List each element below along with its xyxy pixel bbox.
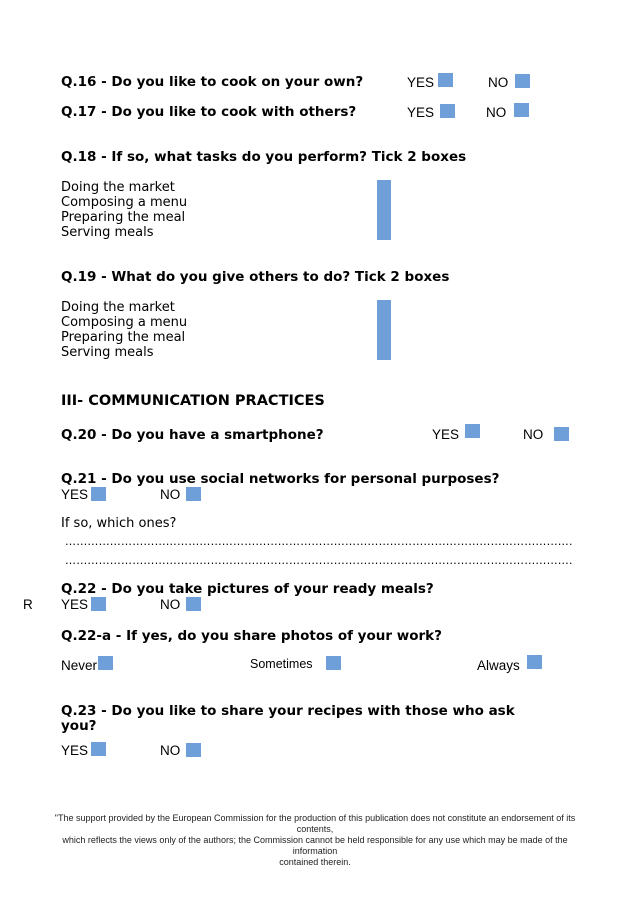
question-17: Q.17 - Do you like to cook with others? — [61, 104, 357, 120]
q19-option-1-checkbox[interactable] — [377, 300, 391, 316]
question-19: Q.19 - What do you give others to do? Tick 2 boxes — [61, 269, 450, 285]
q17-no-label: NO — [486, 105, 507, 120]
q18-option-3: Preparing the meal — [61, 210, 186, 225]
question-22: Q.22 - Do you take pictures of your ready meals? — [61, 581, 434, 597]
q16-no-checkbox[interactable] — [515, 74, 530, 88]
q21-yes-checkbox[interactable] — [91, 487, 106, 501]
q19-option-3: Preparing the meal — [61, 330, 186, 345]
q18-option-1-checkbox[interactable] — [377, 180, 391, 196]
q22a-sometimes-checkbox[interactable] — [326, 656, 341, 670]
q22a-never-label: Never — [61, 658, 98, 673]
q17-yes-checkbox[interactable] — [440, 104, 455, 118]
question-22a: Q.22-a - If yes, do you share photos of your work? — [61, 628, 442, 644]
q18-option-2: Composing a menu — [61, 195, 188, 210]
margin-mark: R — [23, 597, 33, 612]
q21-answer-line-2[interactable]: ………………………………………………………………………………………………………………………. — [65, 554, 573, 567]
q19-option-3-checkbox[interactable] — [377, 330, 391, 346]
question-23-line-1: Q.23 - Do you like to share your recipes with those who ask — [61, 703, 515, 719]
q20-no-label: NO — [523, 427, 544, 442]
q19-option-2-checkbox[interactable] — [377, 315, 391, 331]
disclaimer-footer — [40, 813, 590, 868]
q21-no-checkbox[interactable] — [186, 487, 201, 501]
section-title: III- COMMUNICATION PRACTICES — [61, 393, 325, 409]
q18-option-2-checkbox[interactable] — [377, 195, 391, 211]
q16-yes-label: YES — [407, 75, 435, 90]
q18-option-3-checkbox[interactable] — [377, 210, 391, 226]
footer-line-1: "The support provided by the European Commission for the production of this publication does not constitute an endorsement of its contents, — [54, 813, 576, 834]
q18-option-4-checkbox[interactable] — [377, 225, 391, 241]
question-16: Q.16 - Do you like to cook on your own? — [61, 74, 364, 90]
q22a-always-label: Always — [477, 658, 520, 673]
q18-option-1: Doing the market — [61, 180, 175, 195]
q19-option-4-checkbox[interactable] — [377, 345, 391, 361]
question-21: Q.21 - Do you use social networks for personal purposes? — [61, 471, 500, 487]
q19-option-4: Serving meals — [61, 345, 154, 360]
question-20: Q.20 - Do you have a smartphone? — [61, 427, 324, 443]
q22a-sometimes-label: Sometimes — [250, 657, 313, 671]
q19-option-1: Doing the market — [61, 300, 175, 315]
q16-no-label: NO — [488, 75, 509, 90]
q16-yes-checkbox[interactable] — [438, 73, 453, 87]
q21-followup: If so, which ones? — [61, 516, 177, 531]
q23-no-label: NO — [160, 743, 181, 758]
q18-option-4: Serving meals — [61, 225, 154, 240]
q21-answer-line-1[interactable]: ………………………………………………………………………………………………………………………. — [65, 535, 573, 548]
q23-yes-checkbox[interactable] — [91, 742, 106, 756]
q22-yes-label: YES — [61, 597, 89, 612]
q21-yes-label: YES — [61, 487, 89, 502]
q23-yes-label: YES — [61, 743, 89, 758]
q23-no-checkbox[interactable] — [186, 743, 201, 757]
q17-yes-label: YES — [407, 105, 435, 120]
q20-no-checkbox[interactable] — [554, 427, 569, 441]
q21-no-label: NO — [160, 487, 181, 502]
q22-no-label: NO — [160, 597, 181, 612]
footer-line-2: which reflects the views only of the authors; the Commission cannot be held responsible for any use which may be made of the information — [62, 835, 568, 856]
q22-yes-checkbox[interactable] — [91, 597, 106, 611]
question-18: Q.18 - If so, what tasks do you perform? Tick 2 boxes — [61, 149, 467, 165]
q20-yes-label: YES — [432, 427, 460, 442]
footer-line-3: contained therein. — [279, 857, 351, 867]
q22a-never-checkbox[interactable] — [98, 656, 113, 670]
q17-no-checkbox[interactable] — [514, 103, 529, 117]
q22a-always-checkbox[interactable] — [527, 655, 542, 669]
q20-yes-checkbox[interactable] — [465, 424, 480, 438]
question-23-line-2: you? — [61, 718, 97, 734]
q22-no-checkbox[interactable] — [186, 597, 201, 611]
q19-option-2: Composing a menu — [61, 315, 188, 330]
